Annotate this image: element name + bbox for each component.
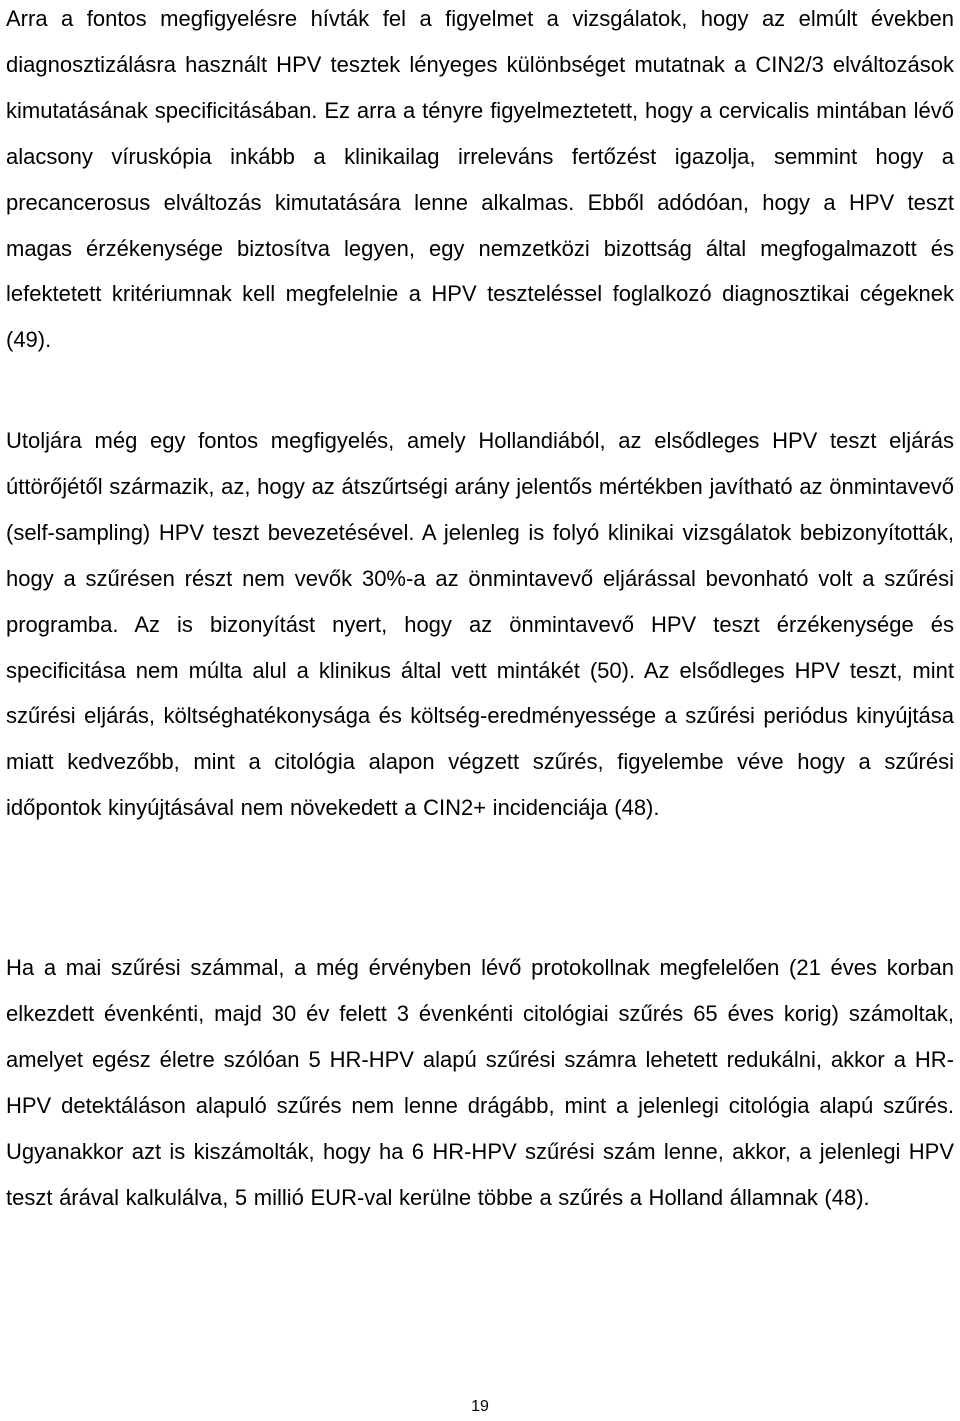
paragraph-1: Arra a fontos megfigyelésre hívták fel a figyelmet a vizsgálatok, hogy az elmúlt években diagnosztizálásra használt HPV tesztek lényeges különbséget mutatnak a CIN2/3 elváltozások kimutatásának specificitásában. Ez arra a tényre figyelmeztetett, hogy a cervicalis mintában lévő alacsony víruskópia inkább a klinikailag irreleváns fertőzést igazolja, semmint hogy a precancerosus elváltozás kimutatására lenne alkalmas. Ebből adódóan, hogy a HPV teszt magas érzékenysége biztosítva legyen, egy nemzetközi bizottság által megfogalmazott és lefektetett kritériumnak kell megfelelnie a HPV teszteléssel foglalkozó diagnosztikai cégeknek (49). <box>6 6 954 353</box>
paragraph-2: Utoljára még egy fontos megfigyelés, amely Hollandiából, az elsődleges HPV teszt eljárás úttörőjétől származik, az, hogy az átszűrtségi arány jelentős mértékben javítható az önmintavevő (self-sampling) HPV teszt bevezetésével. A jelenleg is folyó klinikai vizsgálatok bebizonyították, hogy a szűrésen részt nem vevők 30%-a az önmintavevő eljárással bevonható volt a szűrési programba. Az is bizonyítást nyert, hogy az önmintavevő HPV teszt érzékenysége és specificitása nem múlta alul a klinikus által vett mintákét (50). Az elsődleges HPV teszt, mint szűrési eljárás, költséghatékonysága és költség-eredményessége a szűrési periódus kinyújtása miatt kedvezőbb, mint a citológia alapon végzett szűrés, figyelembe véve hogy a szűrési időpontok kinyújtásával nem növekedett a CIN2+ incidenciája (48). <box>6 428 954 821</box>
paragraph-3: Ha a mai szűrési számmal, a még érvényben lévő protokollnak megfelelően (21 éves korban elkezdett évenkénti, majd 30 év felett 3 évenkénti citológiai szűrés 65 éves korig) számoltak, amelyet egész életre szólóan 5 HR-HPV alapú szűrési számra lehetett redukálni, akkor a HR-HPV detektáláson alapuló szűrés nem lenne drágább, mint a jelenlegi citológia alapú szűrés. Ugyanakkor azt is kiszámolták, hogy ha 6 HR-HPV szűrési szám lenne, akkor, a jelenlegi HPV teszt árával kalkulálva, 5 millió EUR-val kerülne többe a szűrés a Holland államnak (48). <box>6 955 954 1210</box>
page-number: 19 <box>471 1398 489 1415</box>
